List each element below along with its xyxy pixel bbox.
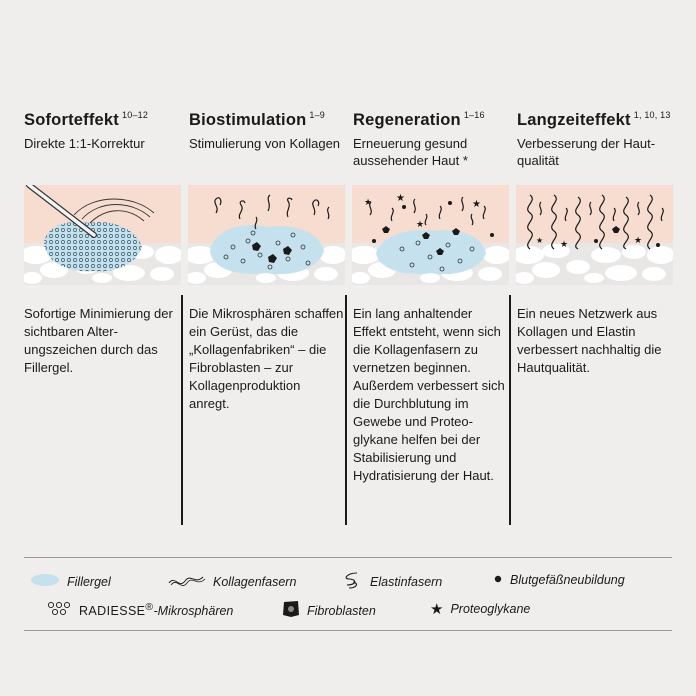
svg-text:★: ★	[396, 193, 405, 204]
column-subtitle: Direkte 1:1-Korrektur	[24, 136, 145, 151]
description-biostimulation: Die Mikrosphären schaffen ein Gerüst, das die „Kollagenfabriken“ – die Fibroblasten – zur Kollagenproduktion anregt.	[189, 306, 344, 411]
column-subtitle: Erneuerung gesund aussehender Haut *	[353, 136, 468, 168]
elastinfasern-icon	[343, 571, 363, 592]
description-soforteffekt: Sofortige Minimierung der sichtbaren Alterungszeichen durch das Fillergel.	[24, 306, 173, 375]
illustration-regeneration	[352, 185, 509, 285]
legend-blutgefaesse	[493, 573, 625, 587]
description-regeneration: Ein lang anhaltender Effekt entsteht, wenn sich die Kollagenfasern zu vernetzen beginnen. Außerdem verbessert sich die Durchblutung im Gewebe und Proteoglykane helfen bei der Stabilisierung und Hydratisierung der Haut.	[353, 306, 505, 483]
column-divider	[509, 295, 511, 525]
legend-proteoglykane	[430, 600, 530, 618]
legend-bottom-rule	[24, 630, 672, 631]
column-title: Langzeiteffekt $^{1, 10, 13}$	[517, 110, 671, 129]
svg-text:★: ★	[416, 220, 425, 230]
legend-label: Blutgefäßneubildung	[510, 573, 625, 587]
column-biostimulation	[189, 110, 349, 171]
column-regeneration	[353, 110, 513, 171]
svg-text:★: ★	[536, 236, 544, 245]
description-langzeiteffekt: Ein neues Netzwerk aus Kollagen und Elastin verbessert nachhaltig die Hautqualität.	[517, 306, 662, 375]
kollagenfasern-icon	[168, 573, 206, 590]
column-subtitle: Stimulierung von Kollagen	[189, 136, 341, 151]
legend-kollagenfasern	[168, 573, 296, 590]
blood-vessel-dot-icon	[493, 573, 503, 587]
column-divider	[345, 295, 347, 525]
column-subtitle: Verbesserung der Hautqualität	[517, 136, 656, 168]
column-divider	[181, 295, 183, 525]
legend-top-rule	[24, 557, 672, 558]
legend-label: Fibroblasten	[307, 603, 376, 618]
illustration-soforteffekt	[24, 185, 181, 285]
fibroblast-icon	[282, 600, 300, 621]
legend-label: Proteoglykane	[450, 602, 531, 616]
illustration-langzeiteffekt	[516, 185, 673, 285]
legend-elastinfasern	[343, 571, 442, 592]
svg-text:★: ★	[364, 198, 373, 208]
illustration-biostimulation	[188, 185, 345, 285]
svg-text:★: ★	[472, 199, 481, 210]
legend-label: Elastinfasern	[370, 574, 443, 589]
microspheres-icon	[46, 601, 72, 620]
column-langzeiteffekt	[517, 110, 677, 171]
column-title: Biostimulation $^{1-9}$	[189, 110, 326, 129]
legend-label: RADIESSE®-Mikrosphären	[79, 602, 234, 619]
column-title: Regeneration $^{1-16}$	[353, 110, 485, 129]
column-soforteffekt	[24, 110, 184, 171]
fillergel-icon	[30, 573, 60, 590]
legend-label: Fillergel	[67, 574, 111, 589]
svg-text:★: ★	[560, 240, 569, 250]
legend-label: Kollagenfasern	[213, 574, 297, 589]
column-title: Soforteffekt $^{10-12}$	[24, 110, 149, 129]
legend-fillergel	[30, 573, 111, 590]
star-icon: ★	[430, 600, 444, 618]
svg-text:★: ★	[634, 236, 643, 246]
legend-mikrosphaeren	[46, 601, 233, 620]
legend-fibroblasten	[282, 600, 376, 621]
